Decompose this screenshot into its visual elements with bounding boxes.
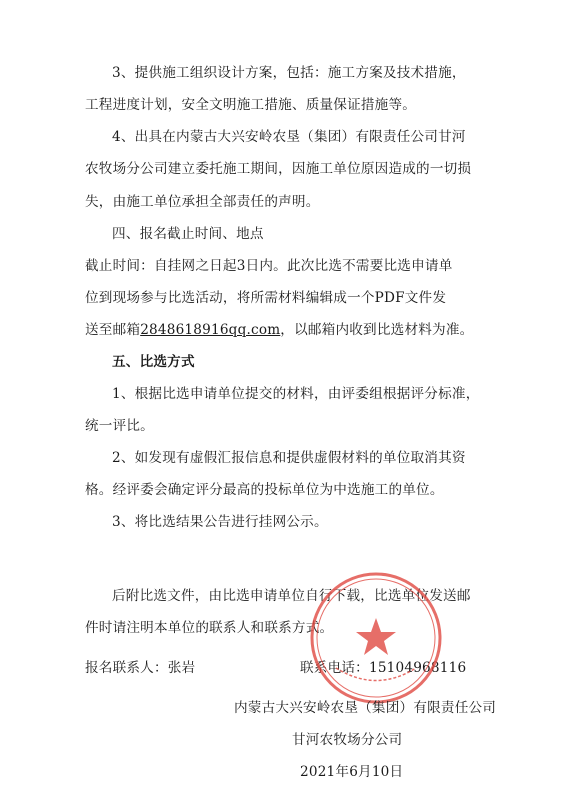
section-heading: 五、比选方式 [112,354,195,370]
issuer-branch: 甘河农牧场分公司 [292,732,403,748]
contact-person: 报名联系人：张岩 [85,660,196,676]
paragraph-line: 工程进度计划，安全文明施工措施、质量保证措施等。 [85,97,417,113]
email-suffix: ，以邮箱内收到比选材料为准。 [280,322,474,338]
issue-date: 2021年6月10日 [300,764,404,780]
paragraph-line: 位到现场参与比选活动，将所需材料编辑成一个PDF文件发 [85,290,447,306]
paragraph-line: 农牧场分公司建立委托施工期间，因施工单位原因造成的一切损 [85,161,472,177]
paragraph-line: 件时请注明本单位的联系人和联系方式。 [85,620,334,636]
email-paragraph-line [85,322,473,338]
paragraph-line: 2、如发现有虚假汇报信息和提供虚假材料的单位取消其资 [112,450,466,466]
paragraph-line: 3、将比选结果公告进行挂网公示。 [112,514,328,530]
paragraph-line: 失，由施工单位承担全部责任的声明。 [85,194,320,210]
contact-phone: 联系电话：15104968116 [300,660,467,676]
issuer-name: 内蒙古大兴安岭农垦（集团）有限责任公司 [234,700,497,716]
paragraph-line: 截止时间：自挂网之日起3日内。此次比选不需要比选申请单 [85,258,453,274]
paragraph-line: 4、出具在内蒙古大兴安岭农垦（集团）有限责任公司甘河 [112,129,466,145]
email-address[interactable]: 2848618916qq.com [140,322,281,338]
section-heading: 四、报名截止时间、地点 [112,226,264,242]
paragraph-line: 格。经评委会确定评分最高的投标单位为中选施工的单位。 [85,482,444,498]
paragraph-line: 1、根据比选申请单位提交的材料，由评委组根据评分标准， [112,386,480,402]
paragraph-line: 后附比选文件，由比选申请单位自行下载，比选单位发送邮 [112,588,471,604]
paragraph-line: 统一评比。 [85,418,154,434]
paragraph-line: 3、提供施工组织设计方案，包括：施工方案及技术措施， [112,65,466,81]
official-seal-icon [306,568,446,708]
email-prefix: 送至邮箱 [85,322,141,338]
